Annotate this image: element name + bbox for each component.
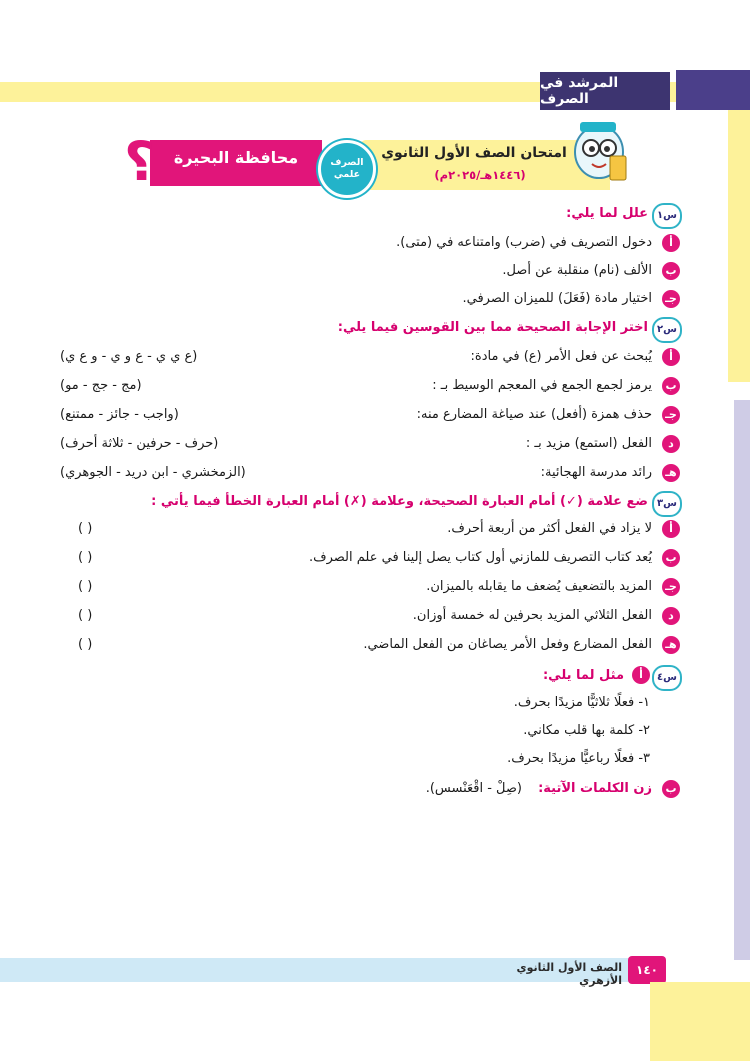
question-3-heading bbox=[60, 490, 680, 516]
question-instruction: اختر الإجابة الصحيحة مما بين القوسين فيما يلي: bbox=[337, 320, 648, 335]
item-options: (واجب - جائز - ممتنع) bbox=[60, 407, 179, 422]
item-text: ١- فعلًا ثلاثيًّا مزيدًا بحرف. bbox=[513, 695, 650, 710]
list-item bbox=[60, 634, 680, 658]
item-text: (صِلْ - اقْعَنْسس). bbox=[425, 781, 522, 796]
item-text: الألف (نام) منقلبة عن أصل. bbox=[502, 263, 652, 278]
item-text: رائد مدرسة الهجائية: bbox=[540, 465, 652, 480]
footer-decor-yellow bbox=[650, 982, 750, 1061]
item-bullet: أ bbox=[662, 520, 680, 538]
mascot-illustration-icon bbox=[566, 116, 632, 186]
right-decor-yellow bbox=[728, 82, 750, 382]
list-item bbox=[60, 547, 680, 571]
badge-subject: الصرف bbox=[330, 157, 364, 168]
question-number-badge: س١ bbox=[652, 203, 682, 229]
question-2-heading bbox=[60, 316, 680, 342]
list-item bbox=[60, 433, 680, 457]
answer-blank[interactable]: ( ) bbox=[78, 550, 93, 565]
item-bullet: هـ bbox=[662, 464, 680, 482]
list-item bbox=[60, 605, 680, 629]
item-options: (حرف - حرفين - ثلاثة أحرف) bbox=[60, 436, 219, 451]
exam-title: امتحان الصف الأول الثانوي bbox=[381, 145, 567, 161]
list-item bbox=[60, 720, 680, 744]
item-text: ٢- كلمة بها قلب مكاني. bbox=[523, 723, 650, 738]
question-number-badge: س٣ bbox=[652, 491, 682, 517]
answer-blank[interactable]: ( ) bbox=[78, 579, 93, 594]
item-options: (مج - جج - مو) bbox=[60, 378, 142, 393]
item-options: (الزمخشري - ابن دريد - الجوهري) bbox=[60, 465, 246, 480]
item-bullet: أ bbox=[662, 348, 680, 366]
question-number-badge: س٢ bbox=[652, 317, 682, 343]
item-text: الفعل (استمع) مزيد بـ : bbox=[525, 436, 652, 451]
list-item bbox=[60, 232, 680, 256]
question-instruction: ضع علامة (✓) أمام العبارة الصحيحة، وعلامة (✗) أمام العبارة الخطأ فيما يأتي : bbox=[151, 494, 648, 509]
question-instruction: علل لما يلي: bbox=[566, 206, 648, 221]
item-bullet: ب bbox=[662, 377, 680, 395]
item-bullet: هـ bbox=[662, 636, 680, 654]
list-item bbox=[60, 692, 680, 716]
item-text: الفعل الثلاثي المزيد بحرفين له خمسة أوزان. bbox=[412, 608, 652, 623]
header-book-title: المرشد في الصرف bbox=[540, 72, 670, 110]
item-bullet: د bbox=[662, 435, 680, 453]
item-bullet: جـ bbox=[662, 578, 680, 596]
answer-blank[interactable]: ( ) bbox=[78, 608, 93, 623]
item-text: لا يزاد في الفعل أكثر من أربعة أحرف. bbox=[447, 521, 652, 536]
item-bullet: ب bbox=[662, 262, 680, 280]
item-bullet: أ bbox=[662, 234, 680, 252]
item-text: يُبحث عن فعل الأمر (ع) في مادة: bbox=[470, 349, 652, 364]
item-bullet: أ bbox=[632, 666, 650, 684]
list-item bbox=[60, 404, 680, 428]
item-text: حذف همزة (أفعل) عند صياغة المضارع منه: bbox=[416, 407, 652, 422]
item-bullet: ب bbox=[662, 549, 680, 567]
badge-track: علمي bbox=[333, 169, 361, 180]
item-text: ٣- فعلًا رباعيًّا مزيدًا بحرف. bbox=[507, 751, 650, 766]
list-item bbox=[60, 260, 680, 284]
list-item bbox=[60, 778, 680, 802]
answer-blank[interactable]: ( ) bbox=[78, 521, 93, 536]
question-number-badge: س٤ bbox=[652, 665, 682, 691]
subject-badge bbox=[318, 140, 376, 198]
item-options: (ع ي ي - ع و ي - و ع ي) bbox=[60, 349, 198, 364]
question-1-heading bbox=[60, 202, 680, 228]
question-mark-icon: ؟ bbox=[124, 130, 156, 193]
right-decor-purple bbox=[734, 400, 750, 960]
item-text: يُعد كتاب التصريف للمازني أول كتاب يصل إلينا في علم الصرف. bbox=[309, 550, 652, 565]
list-item bbox=[60, 346, 680, 370]
item-text: الفعل المضارع وفعل الأمر يصاغان من الفعل الماضي. bbox=[363, 637, 652, 652]
list-item bbox=[60, 748, 680, 772]
footer-book-title: الصف الأول الثانوي الأزهري bbox=[516, 961, 622, 987]
list-item bbox=[60, 288, 680, 312]
list-item bbox=[60, 375, 680, 399]
list-item bbox=[60, 518, 680, 542]
list-item bbox=[60, 576, 680, 600]
exam-year: (١٤٤٦هـ/٢٠٢٥م) bbox=[434, 168, 526, 182]
item-text: اختيار مادة (فَعَلَ) للميزان الصرفي. bbox=[462, 291, 652, 306]
item-heading: زن الكلمات الآتية: bbox=[538, 781, 652, 796]
item-text: المزيد بالتضعيف يُضعف ما يقابله بالميزان. bbox=[426, 579, 652, 594]
question-4-heading bbox=[60, 664, 680, 690]
question-instruction: مثل لما يلي: bbox=[542, 668, 624, 683]
list-item bbox=[60, 462, 680, 486]
header-corner-block bbox=[676, 70, 750, 110]
item-bullet: د bbox=[662, 607, 680, 625]
item-bullet: جـ bbox=[662, 406, 680, 424]
page-number: ١٤٠ bbox=[628, 956, 666, 984]
answer-blank[interactable]: ( ) bbox=[78, 637, 93, 652]
item-bullet: ب bbox=[662, 780, 680, 798]
item-bullet: جـ bbox=[662, 290, 680, 308]
item-text: يرمز لجمع الجمع في المعجم الوسيط بـ : bbox=[432, 378, 652, 393]
item-text: دخول التصريف في (ضرب) وامتناعه في (متى). bbox=[396, 235, 652, 250]
governorate-name: محافظة البحيرة bbox=[173, 148, 299, 167]
